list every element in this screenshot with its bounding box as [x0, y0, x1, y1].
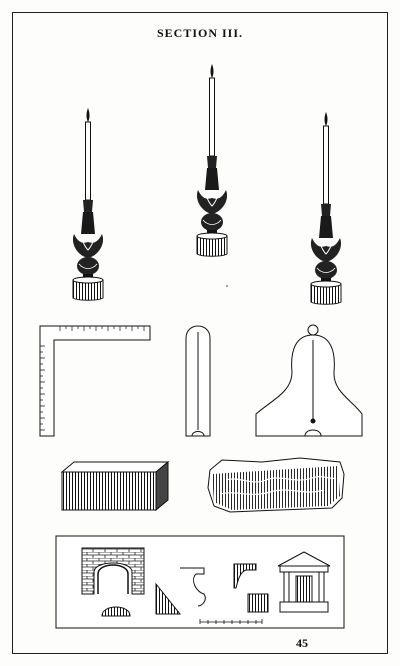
architecture-panel-illustration: [56, 536, 344, 628]
candlestick-left-illustration: [73, 108, 103, 300]
smooth-ashlar-illustration: [62, 462, 168, 510]
rough-ashlar-illustration: [208, 458, 344, 512]
carpenter-square-illustration: [40, 326, 150, 436]
level-illustration: [256, 325, 362, 436]
candlestick-right-illustration: [311, 112, 341, 304]
page-number: 45: [296, 636, 308, 650]
plumb-rule-illustration: [186, 326, 210, 436]
section-title: SECTION III.: [156, 26, 244, 40]
candlestick-center-illustration: [197, 64, 227, 256]
